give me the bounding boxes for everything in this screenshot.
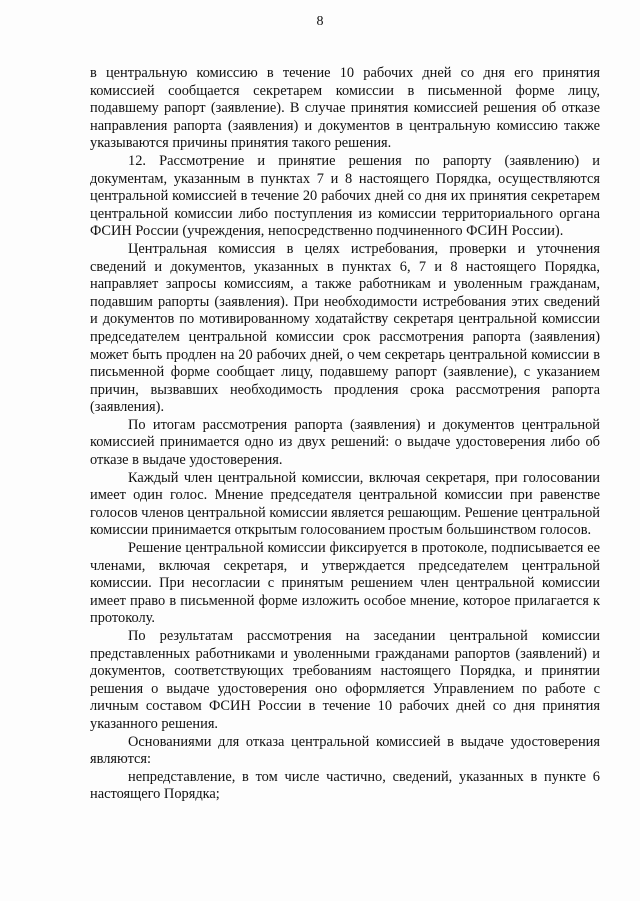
paragraph-continuation: в центральную комиссию в течение 10 рабочих дней со дня его принятия комиссией сообщается секретарем комиссии в письменной форме лицу, подавшему рапорт (заявление). В случае принятия комиссией решения об отказе направления рапорта (заявления) и документов в центральную комиссию также указываются причины принятия такого решения. (90, 65, 600, 152)
paragraph-voting: Каждый член центральной комиссии, включая секретаря, при голосовании имеет один голос. Мнение председателя центральной комиссии при равенстве голосов членов центральной комиссии является решающим. Решение центральной комиссии принимается открытым голосованием простым большинством голосов. (90, 469, 600, 539)
paragraph-refusal-grounds: Основаниями для отказа центральной комиссией в выдаче удостоверения являются: (90, 733, 600, 768)
paragraph-decisions: По итогам рассмотрения рапорта (заявления) и документов центральной комиссией принимается одно из двух решений: о выдаче удостоверения либо об отказе в выдаче удостоверения. (90, 416, 600, 469)
paragraph-ground-1: непредставление, в том числе частично, сведений, указанных в пункте 6 настоящего Порядка; (90, 768, 600, 803)
page-number: 8 (316, 14, 324, 29)
paragraph-item-12: 12. Рассмотрение и принятие решения по рапорту (заявлению) и документам, указанным в пунктах 7 и 8 настоящего Порядка, осуществляются центральной комиссией в течение 20 рабочих дней со дня их принятия секретарем центральной комиссии либо поступления из комиссии территориального органа ФСИН России (учреждения, непосредственно подчиненного ФСИН России). (90, 152, 600, 240)
paragraph-protocol: Решение центральной комиссии фиксируется в протоколе, подписывается ее членами, включая секретаря, и утверждается председателем центральной комиссии. При несогласии с принятым решением член центральной комиссии имеет право в письменной форме изложить особое мнение, которое прилагается к протоколу. (90, 540, 600, 627)
paragraph-requests: Центральная комиссия в целях истребования, проверки и уточнения сведений и документов, указанных в пунктах 6, 7 и 8 настоящего Порядка, направляет запросы комиссиям, а также работникам и уволенным гражданам, подавшим рапорты (заявления). При необходимости истребования этих сведений и документов по мотивированному ходатайству секретаря центральной комиссии председателем центральной комиссии срок рассмотрения рапорта (заявления) может быть продлен на 20 рабочих дней, о чем секретарь центральной комиссии в письменной форме сообщает лицу, подавшему рапорт (заявление), с указанием причин, вызвавших необходимость продления срока рассмотрения рапорта (заявления). (90, 240, 600, 416)
document-body (90, 65, 600, 804)
paragraph-results: По результатам рассмотрения на заседании центральной комиссии представленных работниками и уволенными гражданами рапортов (заявлений) и документов, соответствующих требованиям настоящего Порядка, и принятии решения о выдаче удостоверения оно оформляется Управлением по работе с личным составом ФСИН России в течение 10 рабочих дней со дня принятия указанного решения. (90, 628, 600, 732)
